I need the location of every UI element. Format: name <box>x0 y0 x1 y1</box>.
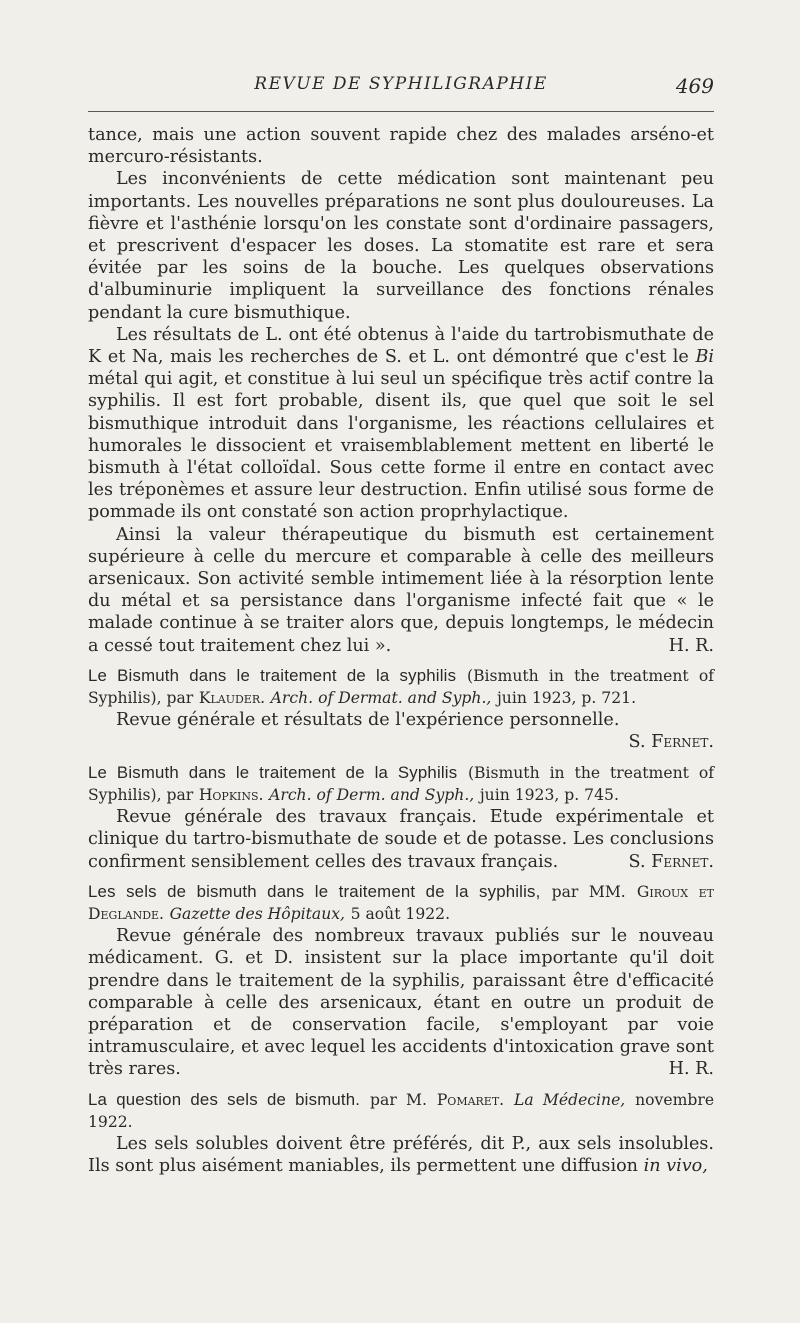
entry-citation: (Bismuth in the treatment of Syphilis), par <box>88 763 714 804</box>
entry-journal: Arch. of Derm. and Syph., <box>269 785 475 804</box>
intro-paragraph-3 <box>88 324 714 524</box>
entry-reference <box>88 1089 714 1133</box>
entry-reference <box>88 762 714 806</box>
intro-paragraph-1: tance, mais une action souvent rapide chez des malades arséno-et mercuro-résistants. <box>88 125 714 168</box>
intro-paragraph-4 <box>88 524 714 657</box>
review-entry <box>88 762 714 873</box>
entry-citation: par M. <box>370 1090 427 1109</box>
review-entry <box>88 665 714 754</box>
entry-signature: S. Fernet. <box>628 851 714 872</box>
entry-signature: H. R. <box>668 1059 714 1080</box>
review-entry <box>88 881 714 1081</box>
entry-author: Giroux et Deglande. <box>88 882 714 923</box>
intro-paragraph-4-text: Ainsi la valeur thérapeutique du bismuth est certainement supérieure à celle du mercure et comparable à celle des meilleurs arsenicaux. Son activité semble intimement liée à la résorption lente du métal et sa persistance dans l'organisme infecté fait que « le malade continue à se traiter alors que, depuis longtemps, le médecin a cessé tout traitement chez lui ». <box>88 524 714 656</box>
entry-reference <box>88 881 714 925</box>
entry-title: Le Bismuth dans le traitement de la Syphilis <box>88 762 458 782</box>
entry-journal: Arch. of Dermat. and Syph., <box>270 689 492 708</box>
entry-summary-text: Revue générale des nombreux travaux publiés sur le nouveau médicament. G. et D. insistent sur la place importante qu'il doit prendre dans le traitement de la syphilis, paraissant être d'efficacité comparable à celle des arsenicaux, étant en outre un produit de préparation et de conservation facile, s'employant par voie intramusculaire, et avec lequel les accidents d'intoxication grave sont très rares. <box>88 926 714 1080</box>
entry-citation: par MM. <box>551 882 626 901</box>
entry-author: Pomaret. <box>436 1090 505 1109</box>
intro-paragraph-3-part-a: Les résultats de L. ont été obtenus à l'aide du tartrobismuthate de K et Na, mais les recherches de S. et L. ont démontré que c'est le <box>88 324 714 368</box>
intro-paragraph-3-emphasis: Bi <box>695 347 714 368</box>
entry-summary-emphasis: in vivo, <box>643 1156 708 1177</box>
journal-title: REVUE DE SYPHILIGRAPHIE <box>254 74 548 94</box>
intro-signature: H. R. <box>668 635 714 656</box>
entry-summary <box>88 806 714 873</box>
entry-journal: La Médecine, <box>514 1090 626 1109</box>
running-header <box>88 74 714 104</box>
entry-summary-text: Revue générale des travaux français. Etude expérimentale et clinique du tartro-bismuthate de soude et de potasse. Les conclusions confirment sensiblement celles des travaux français. <box>88 807 714 872</box>
entry-date-page: 5 août 1922. <box>350 904 451 923</box>
entry-reference <box>88 665 714 709</box>
entry-summary-text: Les sels solubles doivent être préférés, dit P., aux sels insolubles. Ils sont plus aisément maniables, ils permettent une diffusion <box>88 1133 714 1177</box>
entry-date-page: novembre 1922. <box>88 1090 715 1131</box>
entry-title: Les sels de bismuth dans le traitement de la syphilis, <box>88 881 541 901</box>
entry-author: Hopkins. <box>198 785 264 804</box>
header-rule <box>88 111 714 112</box>
entry-citation: (Bismuth in the treatment of Syphilis), par <box>88 666 714 708</box>
page-number: 469 <box>675 74 714 98</box>
review-entry <box>88 1089 714 1178</box>
entry-date-page: juin 1923, p. 721. <box>496 689 637 708</box>
entry-author: Klauder. <box>198 689 266 708</box>
entry-date-page: juin 1923, p. 745. <box>479 785 619 804</box>
entry-summary-text: Revue générale et résultats de l'expérience personnelle. <box>116 710 620 731</box>
entry-signature: S. Fernet. <box>628 732 714 753</box>
article-body <box>88 124 714 1177</box>
entry-summary <box>88 709 714 753</box>
entry-summary <box>88 925 714 1080</box>
intro-paragraph-2: Les inconvénients de cette médication sont maintenant peu importants. Les nouvelles préparations ne sont plus douloureuses. La fièvre et l'asthénie lorsqu'on les constate sont d'ordinaire passagers, et prescrivent d'espacer les doses. La stomatite est rare et sera évitée par les soins de la bouche. Les quelques observations d'albuminurie impliquent la surveillance des fonctions rénales pendant la cure bismuthique. <box>88 169 714 323</box>
entry-title: La question des sels de bismuth. <box>88 1089 361 1109</box>
entry-journal: Gazette des Hôpitaux, <box>169 904 345 923</box>
entry-title: Le Bismuth dans le traitement de la syphilis <box>88 665 457 685</box>
intro-paragraph-3-part-b: métal qui agit, et constitue à lui seul un spécifique très actif contre la syphilis. Il est fort probable, disent ils, que quel que soit le sel bismuthique introduit dans l'organisme, les réactions cellulaires et humorales le dissocient et vraisemblablement mettent en liberté le bismuth à l'état colloïdal. Sous cette forme il entre en contact avec les tréponèmes et assure leur destruction. Enfin utilisé sous forme de pommade ils ont constaté son action proprhylactique. <box>88 369 714 523</box>
entry-summary <box>88 1133 714 1177</box>
